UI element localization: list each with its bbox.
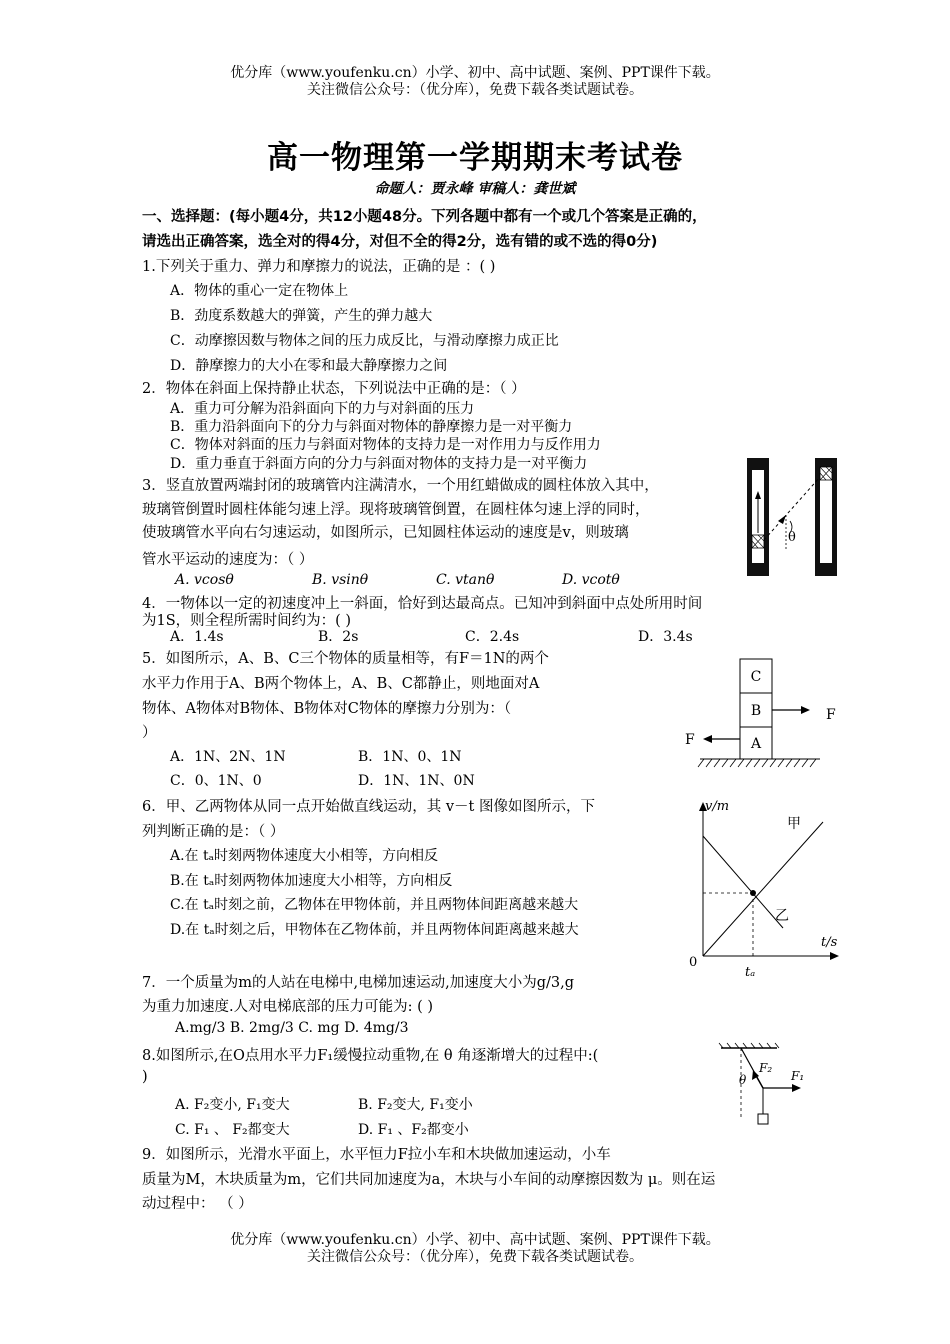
q4-option-b: B．2s (318, 629, 359, 645)
q8-line-2: ) (142, 1069, 148, 1085)
q6-y-axis-label: v/m (705, 799, 730, 814)
q4-option-d: D．3.4s (638, 629, 693, 645)
q8-option-b: B. F₂变大, F₁变小 (358, 1097, 473, 1113)
q9-line-3: 动过程中： （ ） (142, 1196, 253, 1212)
q4-option-a: A．1.4s (170, 629, 224, 645)
q6-yi-label: 乙 (775, 908, 789, 924)
svg-text:C: C (750, 669, 762, 685)
header-line-2: 关注微信公众号：（优分库），免费下载各类试题试卷。 (307, 82, 643, 98)
svg-text:A: A (750, 736, 762, 752)
q1-stem: 1.下列关于重力、弹力和摩擦力的说法，正确的是 ：( ) (142, 259, 496, 275)
header-line-1: 优分库（www.youfenku.cn）小学、初中、高中试题、案例、PPT课件下载。 (230, 65, 720, 81)
q9-line-2: 质量为M，木块质量为m，它们共同加速度为a，木块与小车间的动摩擦因数为 μ。则在运 (142, 1172, 716, 1188)
q3-tube-figure (742, 455, 842, 580)
q8-option-d: D. F₁ 、F₂都变小 (358, 1122, 469, 1138)
q3-line-3: 使玻璃管水平向右匀速运动，如图所示，已知圆柱体运动的速度是v，则玻璃 (142, 525, 629, 541)
q6-line-1: 6．甲、乙两物体从同一点开始做直线运动，其 v－t 图像如图所示，下 (142, 799, 595, 815)
q6-ta-label: tₐ (745, 965, 756, 980)
q6-option-a: A.在 tₐ时刻两物体速度大小相等，方向相反 (170, 848, 439, 864)
q5-blocks-figure (680, 655, 850, 775)
yi-line (703, 836, 783, 928)
footer-line-1: 优分库（www.youfenku.cn）小学、初中、高中试题、案例、PPT课件下载。 (230, 1232, 720, 1248)
q2-option-b: B．重力沿斜面向下的分力与斜面对物体的静摩擦力是一对平衡力 (170, 419, 573, 435)
q5-line-2: 水平力作用于A、B两个物体上，A、B、C都静止，则地面对A (142, 676, 540, 692)
q6-option-c: C.在 tₐ时刻之前，乙物体在甲物体前，并且两物体间距离越来越大 (170, 897, 579, 913)
q1-option-a: A．物体的重心一定在物体上 (170, 283, 349, 299)
q2-option-c: C．物体对斜面的压力与斜面对物体的支持力是一对作用力与反作用力 (170, 437, 601, 453)
q3-option-b: B. vsinθ (312, 572, 369, 588)
q5-line-3: 物体、A物体对B物体、B物体对C物体的摩擦力分别为：（ (142, 701, 512, 717)
q3-option-a: A. vcosθ (175, 572, 234, 588)
q3-theta-label: θ (788, 530, 796, 545)
q4-line-2: 为1S，则全程所需时间约为：( ) (142, 613, 352, 629)
q6-jia-label: 甲 (787, 816, 801, 832)
q5-option-c: C．0、1N、0 (170, 773, 262, 789)
q6-option-d: D.在 tₐ时刻之后，甲物体在乙物体前，并且两物体间距离越来越大 (170, 922, 579, 938)
q8-option-c: C. F₁ 、 F₂都变大 (175, 1122, 290, 1138)
q5-line-4: ） (142, 725, 157, 741)
q5-option-b: B．1N、0、1N (358, 749, 462, 765)
q8-option-a: A. F₂变小, F₁变大 (175, 1097, 290, 1113)
q4-line-1: 4．一物体以一定的初速度冲上一斜面，恰好到达最高点。已知冲到斜面中点处所用时间 (142, 596, 703, 612)
q4-option-c: C．2.4s (465, 629, 520, 645)
jia-line (703, 822, 823, 956)
q6-line-2: 列判断正确的是：（ ） (142, 824, 285, 840)
q3-line-2: 玻璃管倒置时圆柱体能匀速上浮。现将玻璃管倒置，在圆柱体匀速上浮的同时， (142, 502, 650, 518)
q3-option-d: D. vcotθ (562, 572, 620, 588)
q5-force-right: F (826, 707, 836, 723)
q2-option-a: A．重力可分解为沿斜面向下的力与对斜面的压力 (170, 401, 475, 417)
q5-option-a: A．1N、2N、1N (170, 749, 286, 765)
q8-pendulum-figure (715, 1040, 815, 1130)
q9-line-1: 9．如图所示，光滑水平面上，水平恒力F拉小车和木块做加速运动，小车 (142, 1147, 611, 1163)
svg-text:B: B (750, 703, 762, 719)
q8-f2-label: F₂ (759, 1061, 773, 1075)
q7-line-1: 7．一个质量为m的人站在电梯中,电梯加速运动,加速度大小为g/3,g (142, 975, 574, 991)
q5-line-1: 5．如图所示，A、B、C三个物体的质量相等，有F＝1N的两个 (142, 651, 549, 667)
q3-option-c: C. vtanθ (436, 572, 495, 588)
section-heading-line-2: 请选出正确答案，选全对的得4分，对但不全的得2分，选有错的或不选的得0分) (142, 234, 658, 250)
page-title: 高一物理第一学期期末考试卷 (267, 140, 683, 176)
q3-line-4: 管水平运动的速度为：（ ） (142, 552, 314, 568)
q1-option-c: C．动摩擦因数与物体之间的压力成反比，与滑动摩擦力成正比 (170, 333, 559, 349)
q6-origin-label: 0 (689, 955, 698, 970)
q2-stem: 2．物体在斜面上保持静止状态，下列说法中正确的是：（ ） (142, 381, 526, 397)
q8-line-1: 8.如图所示,在O点用水平力F₁缓慢拉动重物,在 θ 角逐渐增大的过程中:( (142, 1048, 599, 1064)
q6-option-b: B.在 tₐ时刻两物体加速度大小相等，方向相反 (170, 873, 453, 889)
footer-line-2: 关注微信公众号：（优分库），免费下载各类试题试卷。 (307, 1249, 643, 1265)
q8-f1-label: F₁ (791, 1069, 805, 1083)
q1-option-d: D．静摩擦力的大小在零和最大静摩擦力之间 (170, 358, 448, 374)
q8-theta-label: θ (739, 1073, 747, 1087)
q5-option-d: D．1N、1N、0N (358, 773, 475, 789)
q3-line-1: 3．竖直放置两端封闭的玻璃管内注满清水，一个用红蜡做成的圆柱体放入其中， (142, 478, 659, 494)
authors: 命题人：贾永峰 审稿人：龚世斌 (374, 181, 576, 197)
q7-options: A.mg/3 B. 2mg/3 C. mg D. 4mg/3 (175, 1020, 409, 1036)
q1-option-b: B．劲度系数越大的弹簧，产生的弹力越大 (170, 308, 433, 324)
q7-line-2: 为重力加速度.人对电梯底部的压力可能为: ( ) (142, 999, 434, 1015)
q6-vt-graph (683, 798, 848, 983)
q6-x-axis-label: t/s (821, 935, 838, 950)
section-heading-line-1: 一、选择题：(每小题4分，共12小题48分。下列各题中都有一个或几个答案是正确的， (142, 209, 707, 225)
q2-option-d: D．重力垂直于斜面方向的分力与斜面对物体的支持力是一对平衡力 (170, 456, 588, 472)
q5-force-left: F (685, 732, 695, 748)
